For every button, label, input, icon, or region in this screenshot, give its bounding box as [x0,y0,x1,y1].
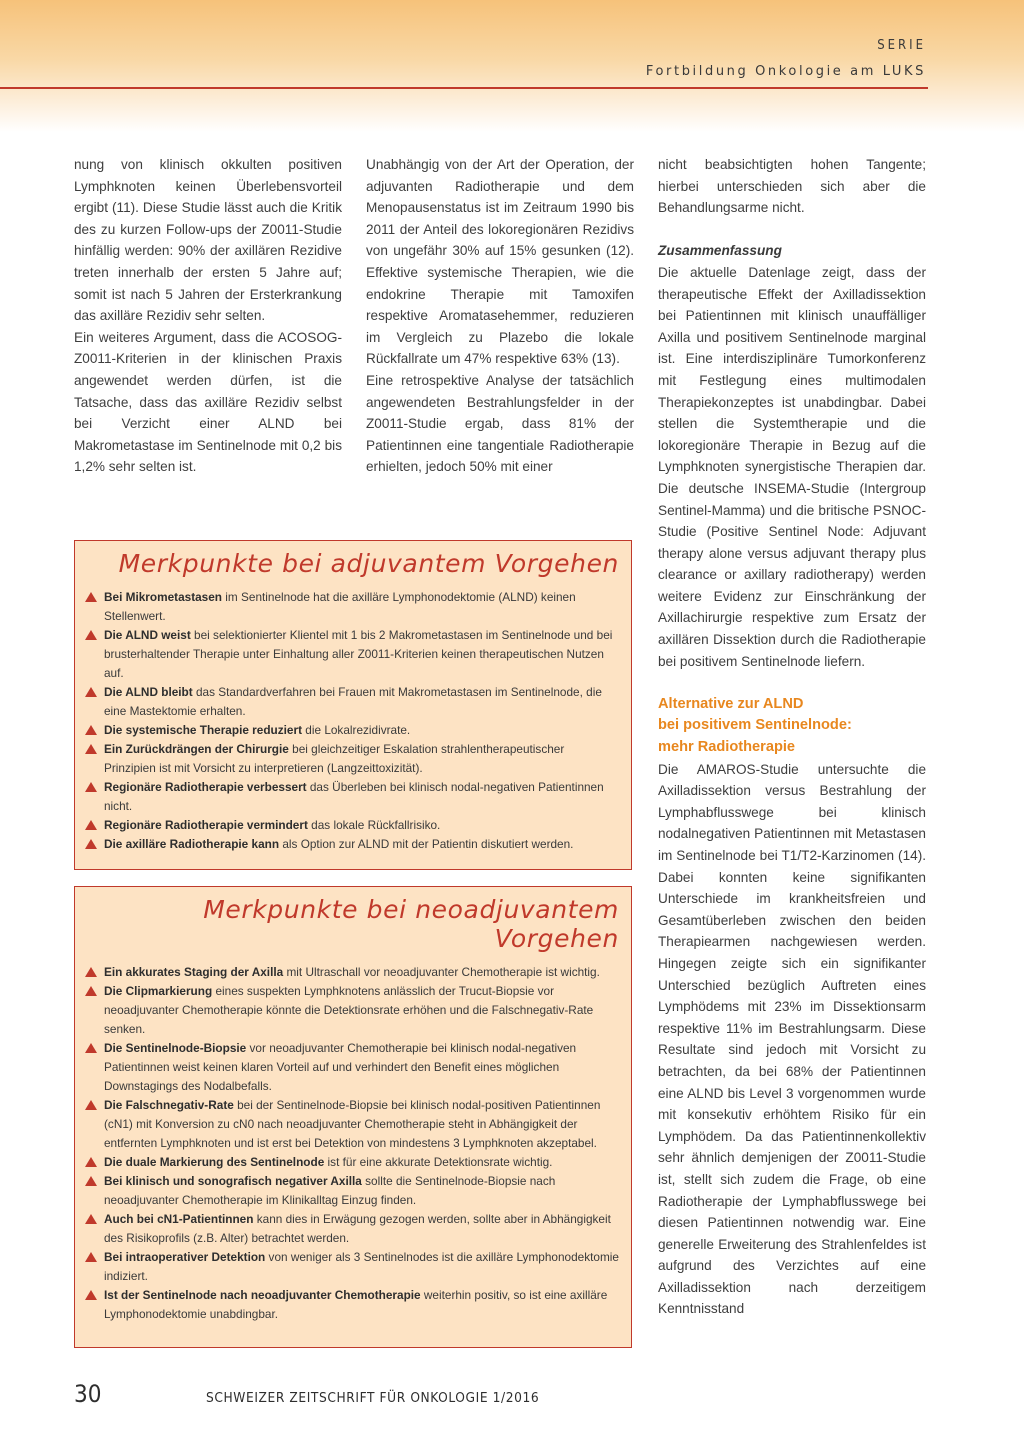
triangle-bullet-icon [85,1252,97,1262]
key-point-bold: Die Falschnegativ-Rate [104,1098,234,1112]
journal-title: SCHWEIZER ZEITSCHRIFT FÜR ONKOLOGIE 1/2016 [206,1390,540,1406]
triangle-bullet-icon [85,725,97,735]
key-point-bold: Bei klinisch und sonografisch negativer Axilla [104,1174,362,1188]
key-point-text: das Überleben bei klinisch nodal-negativen Patientinnen nicht. [104,780,604,813]
key-point-text: als Option zur ALND mit der Patientin diskutiert werden. [279,837,574,851]
key-point-item [85,963,619,982]
key-point-item [85,588,619,626]
text-column-1 [74,154,342,478]
key-point-text: bei gleichzeitiger Eskalation strahlentherapeutischer Prinzipien ist mit Vorsicht zu interpretieren (Langzeittoxizität). [104,742,565,775]
triangle-bullet-icon [85,820,97,830]
key-point-text: eines suspekten Lymphknotens anlässlich der Trucut-Biopsie vor neoadjuvanter Chemotherapie könnte die Detektionsrate erhöhen und die Falschnegativ-Rate senken. [104,984,594,1036]
triangle-bullet-icon [85,1043,97,1053]
paragraph: Die AMAROS-Studie untersuchte die Axilladissektion versus Bestrahlung der Lymphabflusswege bei klinisch nodalnegativen Patientinnen mit Metastasen im Sentinelnode bei T1/T2-Karzinomen (14). Dabei konnten keine signifikanten Unterschiede im krankheitsfreien und Gesamtüberleben zwischen den beiden Therapiearmen nachgewiesen werden. Hingegen zeigte sich ein signifikanter Unterschied bezüglich Auftreten eines Lymphödems mit 23% im Dissektionsarm respektive 11% im Bestrahlungsarm. Diese Resultate sind jedoch mit Vorsicht zu betrachten, da bei 68% der Patientinnen eine ALND bis Level 3 vorgenommen wurde mit konsekutiv erhöhtem Risiko für ein Lymphödem. Da das Patientinnenkollektiv sehr ähnlich demjenigen der Z0011-Studie ist, stellt sich zudem die Frage, ob eine Radiotherapie der Lymphabflusswege bei diesen Patientinnen notwendig war. Eine generelle Erweiterung des Strahlenfeldes ist aufgrund des Verzichtes auf eine Axilladissektion nach derzeitigem Kenntnisstand [658,761,926,1317]
key-point-text: bei selektionierter Klientel mit 1 bis 2 Makrometastasen im Sentinelnode und bei brusterhaltender Therapie unter Einhaltung aller Z0011-Kriterien keinen therapeutischen Nutzen auf. [104,628,613,680]
key-point-text: ist für eine akkurate Detektionsrate wichtig. [324,1155,553,1169]
triangle-bullet-icon [85,986,97,996]
key-point-text: sollte die Sentinelnode-Biopsie nach neoadjuvanter Chemotherapie im Klinikalltag Einzug finden. [104,1174,556,1207]
box-title: Merkpunkte bei adjuvantem Vorgehen [118,549,619,578]
key-point-item [85,1096,619,1153]
key-point-bold: Die duale Markierung des Sentinelnode [104,1155,325,1169]
key-point-text: im Sentinelnode hat die axilläre Lymphonodektomie (ALND) keinen Stellenwert. [104,590,576,623]
triangle-bullet-icon [85,839,97,849]
triangle-bullet-icon [85,1290,97,1300]
key-point-item [85,1039,619,1096]
series-subtitle: Fortbildung Onkologie am LUKS [645,64,926,79]
key-point-text: die Lokalrezidivrate. [302,723,411,737]
key-point-bold: Die ALND weist [104,628,191,642]
key-point-bold: Auch bei cN1-Patientinnen [104,1212,254,1226]
paragraph: Ein weiteres Argument, dass die ACOSOG-Z0011-Kriterien in der klinischen Praxis angewendet werden dürfen, ist die Tatsache, dass das axilläre Rezidiv selbst bei Verzicht einer ALND bei Makrometastase im Sentinelnode mit 0,2 bis 1,2% sehr selten ist. [74,329,342,475]
key-point-item [85,1153,619,1172]
key-point-item [85,721,619,740]
key-point-item [85,1210,619,1248]
key-points-neoadjuvant-box [74,886,632,1348]
key-point-bold: Die Clipmarkierung [104,984,213,998]
text-column-2 [366,154,634,478]
key-point-text: das lokale Rückfallrisiko. [307,818,441,832]
triangle-bullet-icon [85,1176,97,1186]
key-point-item [85,778,619,816]
key-point-bold: Regionäre Radiotherapie verbessert [104,780,307,794]
paragraph: Die aktuelle Datenlage zeigt, dass der therapeutische Effekt der Axilladissektion bei Patientinnen mit klinisch unauffälliger Axilla und positivem Sentinelnode marginal ist. Eine interdisziplinäre Tumorkonferenz mit Festlegung eines multimodalen Therapiekonzeptes ist unabdingbar. Dabei stellen die Systemtherapie und die lokoregionäre Therapie in Bezug auf die Lymphknoten synergistische Therapien dar. Die deutsche INSEMA-Studie (Intergroup Sentinel-Mamma) und die britische PSNOC-Studie (Positive Sentinel Node: Adjuvant therapy alone versus adjuvant therapy plus clearance or axillary radiotherapy) werden weitere Evidenz zur Einschränkung der Axillachirurgie respektive zum Ersatz der axillären Dissektion durch die Radiotherapie bei positivem Sentinelnode liefern. [658,264,926,669]
key-point-text: mit Ultraschall vor neoadjuvanter Chemotherapie ist wichtig. [283,965,600,979]
key-point-text: weiterhin positiv, so ist eine axilläre Lymphonodektomie unabdingbar. [104,1288,608,1321]
key-point-text: bei der Sentinelnode-Biopsie bei klinisch nodal-positiven Patientinnen (cN1) mit Konversion zu cN0 nach neoadjuvanter Chemotherapie steht in Abhängigkeit der entfernten Lymphknoten und ist erst bei Detektion von mindestens 3 Lymphknoten akzeptabel. [104,1098,601,1150]
key-point-bold: Ist der Sentinelnode nach neoadjuvanter Chemotherapie [104,1288,421,1302]
triangle-bullet-icon [85,592,97,602]
paragraph: Eine retrospektive Analyse der tatsächlich angewendeten Bestrahlungsfelder in der Z0011-Studie ergab, dass 81% der Patientinnen eine tangentiale Radiotherapie erhielten, jedoch 50% mit einer [366,372,634,475]
key-point-item [85,982,619,1039]
key-point-text: von weniger als 3 Sentinelnodes ist die axilläre Lymphonodektomie indiziert. [104,1250,619,1283]
spacer [658,672,926,694]
header-rule [0,87,928,89]
heading-line: bei positivem Sentinelnode: [658,717,852,734]
key-points-list [85,588,619,854]
key-point-text: vor neoadjuvanter Chemotherapie bei klinisch nodal-negativen Patientinnen weist keinen klaren Vorteil auf und verhindert den Benefit eines möglichen Downstagings des Nodalbefalls. [104,1041,577,1093]
triangle-bullet-icon [85,1214,97,1224]
section-heading-alternative [658,694,926,759]
spacer [658,219,926,241]
paragraph: nung von klinisch okkulten positiven Lymphknoten keinen Überlebensvorteil ergibt (11). Diese Studie lässt auch die Kritik des zu kurzen Follow-ups der Z0011-Studie hinfällig werden: 90% der axillären Rezidive treten innerhalb der ersten 5 Jahre auf; somit ist nach 5 Jahren der Ersterkrankung das axilläre Rezidiv sehr selten. [74,157,342,324]
key-point-item [85,816,619,835]
key-point-text: kann dies in Erwägung gezogen werden, sollte aber in Abhängigkeit des Risikoprofils (z.B. Alter) betrachtet werden. [104,1212,611,1245]
key-point-text: das Standardverfahren bei Frauen mit Makrometastasen im Sentinelnode, die eine Mastektomie erhalten. [104,685,602,718]
paragraph: nicht beabsichtigten hohen Tangente; hierbei unterschieden sich aber die Behandlungsarme nicht. [658,157,926,216]
key-point-bold: Die systemische Therapie reduziert [104,723,303,737]
key-point-bold: Die axilläre Radiotherapie kann [104,837,280,851]
key-point-item [85,626,619,683]
key-point-bold: Ein Zurückdrängen der Chirurgie [104,742,289,756]
page-number: 30 [74,1380,102,1408]
paragraph: Unabhängig von der Art der Operation, der adjuvanten Radiotherapie und dem Menopausenstatus ist im Zeitraum 1990 bis 2011 der Anteil des lokoregionären Rezidivs von ungefähr 30% auf 15% gesunken (12). Effektive systemische Therapien, wie die endokrine Therapie mit Tamoxifen respektive Aromatasehemmer, reduzieren im Vergleich zu Plazebo die lokale Rückfallrate um 47% respektive 63% (13). [366,157,634,367]
box-title: Merkpunkte bei neoadjuvantem Vorgehen [203,895,619,953]
text-column-3 [658,154,926,1320]
key-point-bold: Ein akkurates Staging der Axilla [104,965,284,979]
key-points-adjuvant-box [74,540,632,870]
triangle-bullet-icon [85,687,97,697]
heading-line: mehr Radiotherapie [658,739,796,756]
triangle-bullet-icon [85,1100,97,1110]
key-point-item [85,683,619,721]
series-label: SERIE [877,38,926,53]
key-point-item [85,1248,619,1286]
triangle-bullet-icon [85,1157,97,1167]
key-point-bold: Regionäre Radiotherapie vermindert [104,818,308,832]
heading-line: Alternative zur ALND [658,695,804,712]
key-point-item [85,1172,619,1210]
key-point-bold: Die Sentinelnode-Biopsie [104,1041,247,1055]
triangle-bullet-icon [85,967,97,977]
triangle-bullet-icon [85,630,97,640]
key-point-item [85,740,619,778]
key-point-item [85,1286,619,1324]
key-point-bold: Bei Mikrometastasen [104,590,223,604]
section-heading-summary: Zusammenfassung [658,243,782,259]
triangle-bullet-icon [85,782,97,792]
key-point-bold: Bei intraoperativer Detektion [104,1250,266,1264]
key-point-bold: Die ALND bleibt [104,685,193,699]
triangle-bullet-icon [85,744,97,754]
key-points-list [85,963,619,1324]
key-point-item [85,835,619,854]
